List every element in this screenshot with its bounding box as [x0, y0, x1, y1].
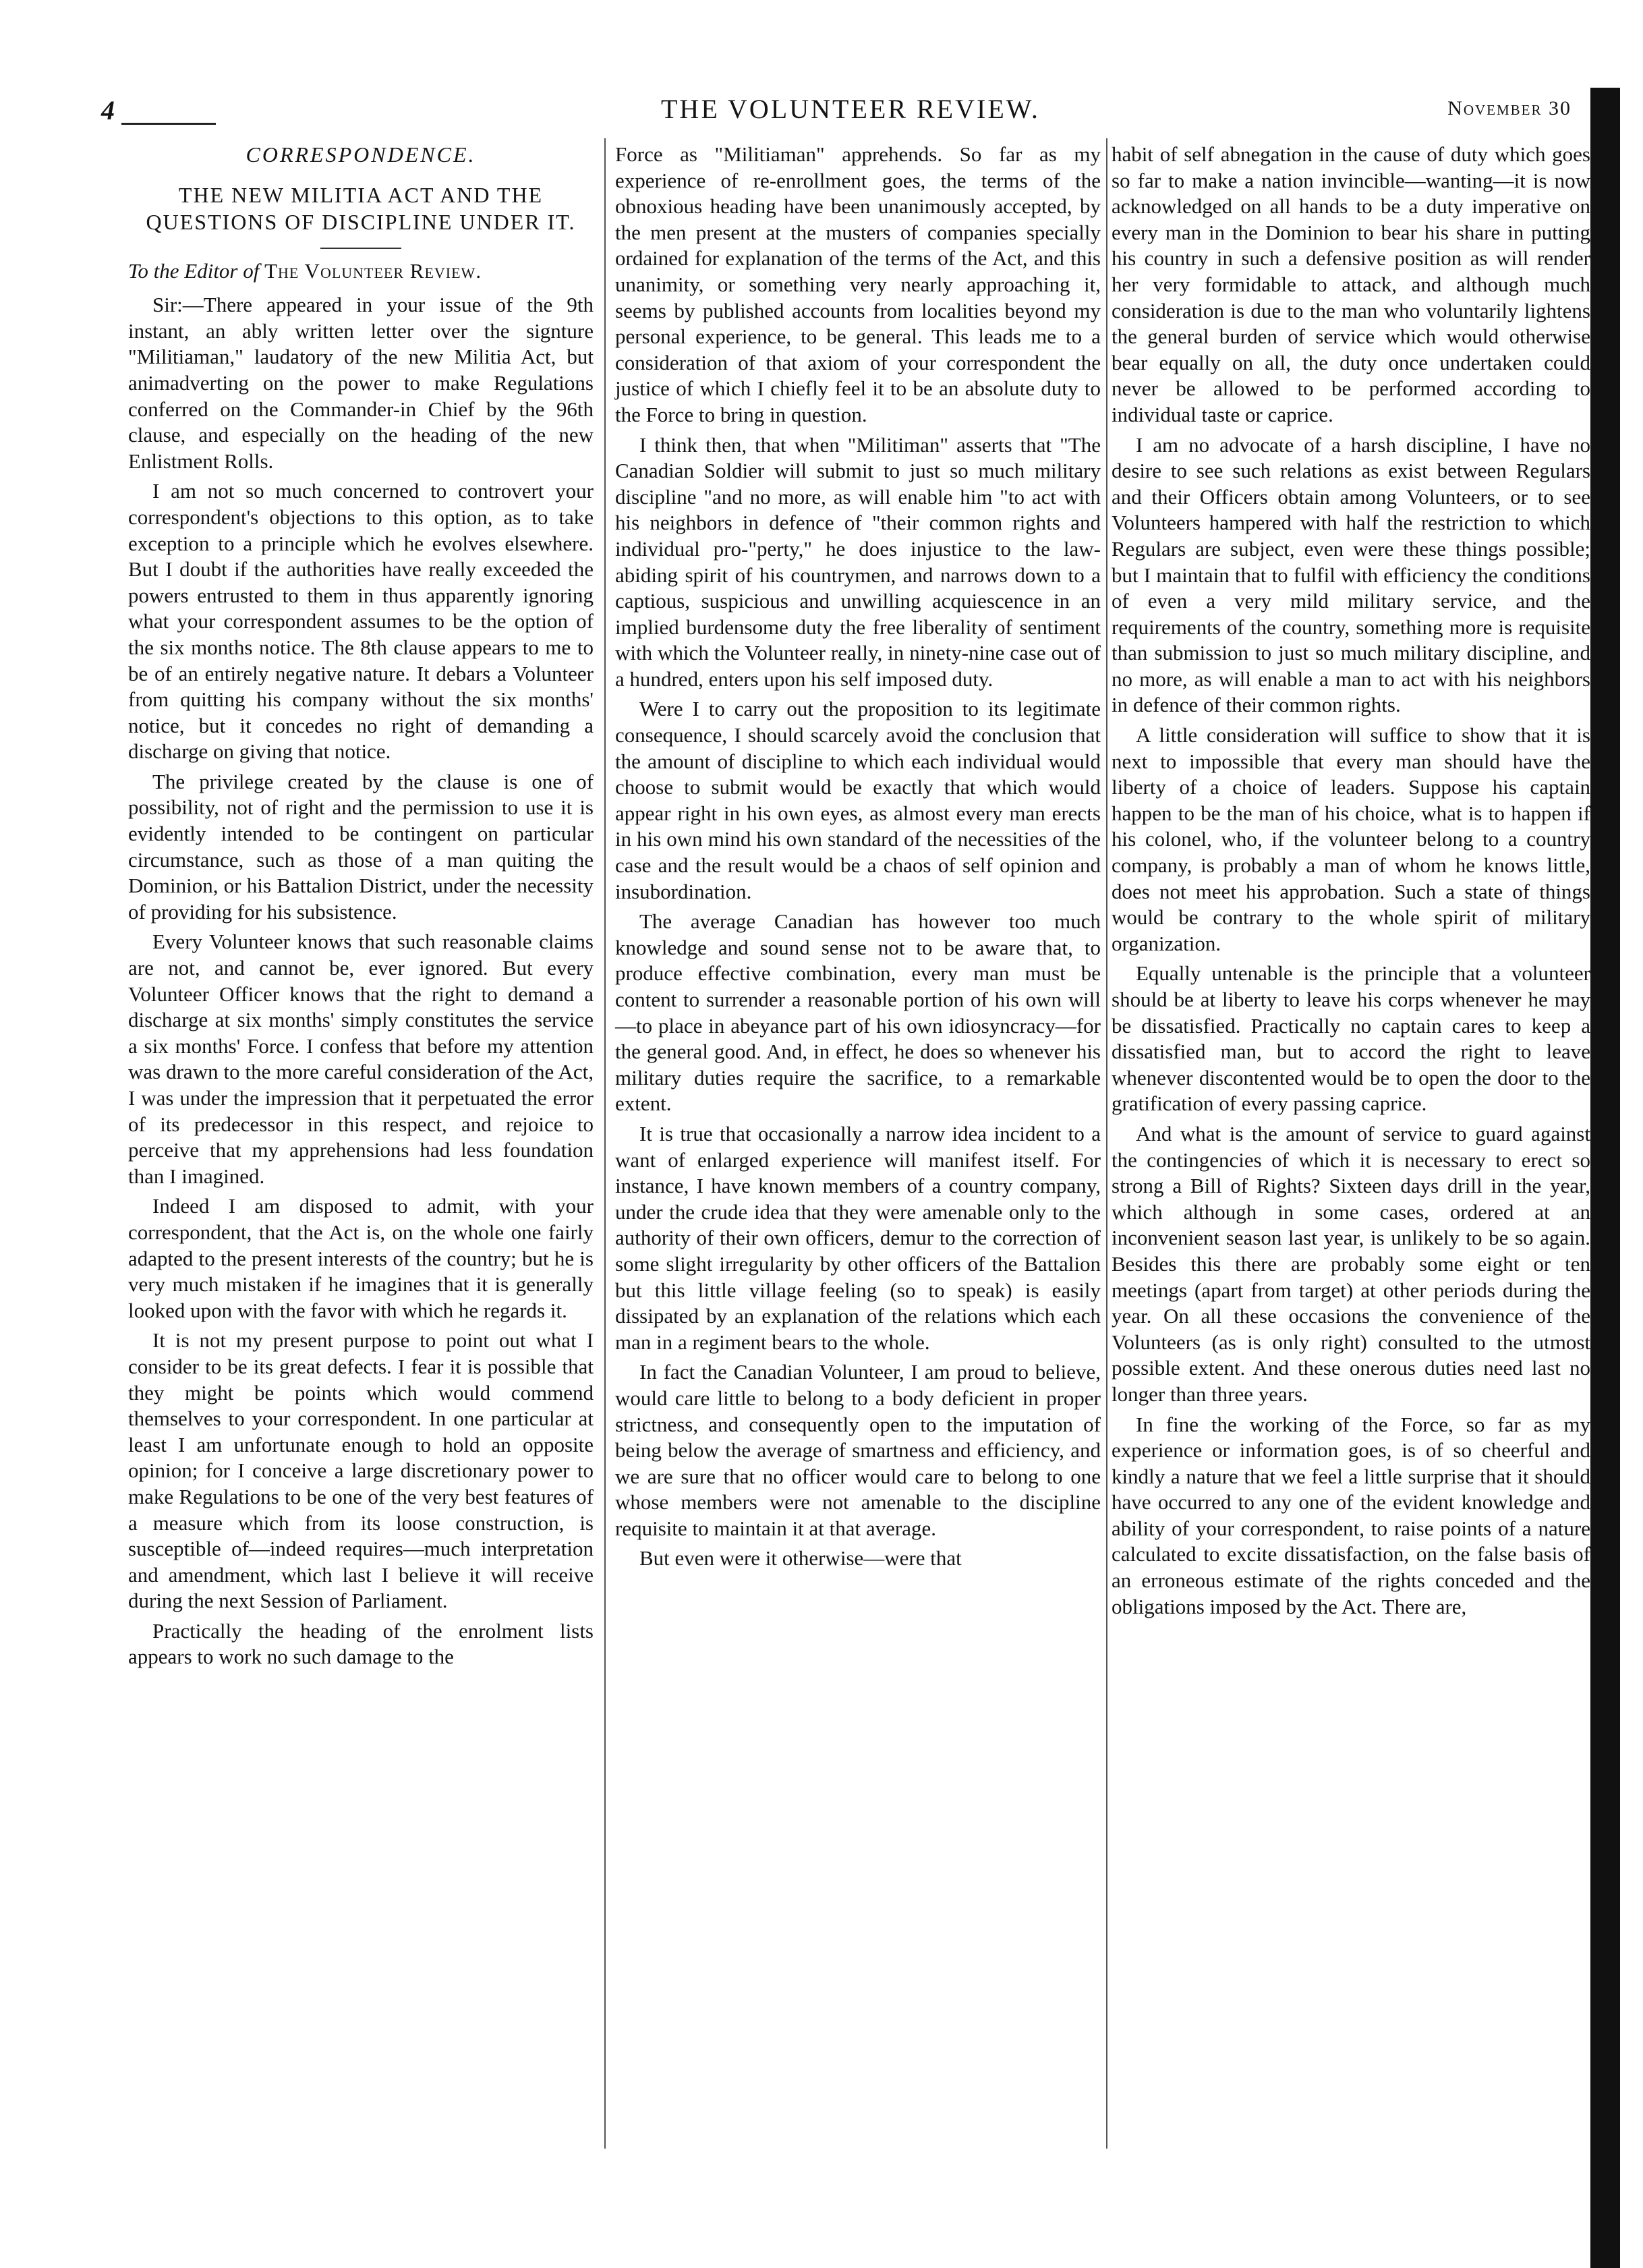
paragraph: Every Volunteer knows that such reasonable claims are not, and cannot be, ever ignored. But every Volunteer Officer knows that the right to demand a discharge at six months' simply constitutes the service a six months' Force. I confess that before my attention was drawn to the more careful consideration of the Act, I was under the impression that it perpetuated the error of its predecessor in this respect, and rejoice to perceive that my apprehensions had less foundation than I imagined. — [128, 930, 594, 1188]
paragraph: It is not my present purpose to point out what I consider to be its great defects. I fear it is possible that they might be points which would commend themselves to your correspondent. In one particular at least I am unfortunate enough to hold an opposite opinion; for I conceive a large discretionary power to make Regulations to be one of the very best features of a measure which from its loose construction, is susceptible of—indeed requires—much interpretation and amendment, which last I believe it will receive during the next Session of Parliament. — [128, 1328, 594, 1613]
page-number-rule — [121, 123, 216, 125]
publication-title: THE VOLUNTEER REVIEW. — [661, 94, 1040, 124]
salutation-line — [128, 258, 594, 285]
headline-rule — [320, 248, 401, 249]
paragraph: But even were it otherwise—were that — [639, 1546, 962, 1570]
paragraph: Sir:—There appeared in your issue of the 9th instant, an ably written letter over the signture "Militiaman," laudatory of the new Militia Act, but animadverting on the power to make Regulations conferred on the Commander-in Chief by the 96th clause, and especially on the heading of the new Enlistment Rolls. — [128, 293, 594, 473]
paragraph: And what is the amount of service to guard against the contingencies of which it is necessary to erect so strong a Bill of Rights? Sixteen days drill in the year, which although in some cases, ordered at an inconvenient season last year, is unlikely to be so again. Besides this there are probably some eight or ten meetings (apart from target) at other periods during the year. On all these occasions the convenience of the Volunteers (as is only right) consulted to the utmost possible extent. And these onerous duties need last no longer than three years. — [1112, 1121, 1590, 1406]
paragraph: Practically the heading of the enrolment lists appears to work no such damage to the — [128, 1618, 594, 1669]
issue-date: November 30 — [1447, 97, 1572, 119]
salutation-prefix: To the Editor of — [128, 258, 260, 283]
paragraph: habit of self abnegation in the cause of duty which goes so far to make a nation invincible—wanting—it is now acknowledged on all hands to be a duty imperative on every man in the Dominion to bear his share in putting his country in such a defensive position as will render her very formidable to attack, and although much consideration is due to the man who voluntarily lightens the general burden of service which would otherwise bear equally on all, the duty once undertaken could never be allowed to be performed according to individual taste or caprice. — [1112, 142, 1590, 426]
paragraph: In fine the working of the Force, so far as my experience or information goes, is of so cheerful and kindly a nature that we feel a little surprise that it should have occurred to any one of the evident knowledge and ability of your correspondent, to raise points of a nature calculated to excite dissatisfaction, on the false basis of an erroneous estimate of the rights conceded and the obligations imposed by the Act. There are, — [1112, 1412, 1590, 1618]
headline-line-2: QUESTIONS OF DISCIPLINE UNDER IT. — [146, 209, 576, 234]
paragraph: In fact the Canadian Volunteer, I am proud to believe, would care little to belong to a body deficient in proper strictness, and consequently open to the imputation of being below the average of smartness and efficiency, and we are sure that no officer would care to belong to one whose members were not amenable to the discipline requisite to maintain it at that average. — [615, 1360, 1101, 1540]
paragraph: Were I to carry out the proposition to its legitimate consequence, I should scarcely avoid the conclusion that the amount of discipline to which each individual would choose to submit would be exactly that which would appear right in his own eyes, as almost every man erects in his own mind his own standard of the necessities of the case and the result would be a chaos of self opinion and insubordination. — [615, 697, 1101, 903]
scan-edge-bar — [1590, 88, 1620, 2268]
column-2 — [615, 142, 1101, 1576]
column-rule-1 — [604, 138, 606, 2149]
running-head — [101, 93, 1578, 134]
paragraph: I am no advocate of a harsh discipline, I have no desire to see such relations as exist between Regulars and their Officers obtain among Volunteers, or to see Volunteers hampered with half the restriction to which Regulars are subject, even were these things possible; but I maintain that to fulfil with efficiency the conditions of even a very mild military service, and the requirements of the country, something more is requisite than submission to just so much military discipline, and no more, as will enable a man to act with his neighbors in defence of their common rights. — [1112, 432, 1590, 717]
paragraph: A little consideration will suffice to show that it is next to impossible that every man should have the liberty of a choice of leaders. Suppose his captain happen to be the man of his choice, what is to happen if his colonel, who, if the volunteer belong to a country company, is probably a man of whom he knows little, does not meet his approbation. Such a state of things would be contrary to the whole spirit of military organization. — [1112, 723, 1590, 955]
paragraph: Indeed I am disposed to admit, with your correspondent, that the Act is, on the whole one fairly adapted to the present interests of the country; but he is very much mistaken if he imagines that it is generally looked upon with the favor with which he regards it. — [128, 1194, 594, 1322]
paragraph: Force as "Militiaman" apprehends. So far as my experience of re-enrollment goes, the terms of the obnoxious heading have been unanimously accepted, by the men present at the musters of companies specially ordained for explanation of the terms of the Act, and this unanimity, or something very nearly approaching it, seems by published accounts from localities beyond my personal experience, to be general. This leads me to a consideration of that axiom of your correspondent the justice of which I chiefly feel it to be an absolute duty to the Force to bring in question. — [615, 142, 1101, 426]
column-1 — [128, 142, 594, 1674]
section-title: CORRESPONDENCE. — [246, 142, 476, 167]
column-3 — [1112, 142, 1590, 2186]
paragraph: I think then, that when "Militiman" asserts that "The Canadian Soldier will submit to just so much military discipline "and no more, as will enable him "to act with his neighbors in defence of "their common rights and individual pro-"perty," he does injustice to the law-abiding spirit of his countrymen, and narrows down to a captious, suspicious and unwilling acquiescence in an implied burdensome duty the free liberality of sentiment with which the Volunteer really, in ninety-nine case out of a hundred, enters upon his self imposed duty. — [615, 432, 1101, 691]
article-headline — [128, 181, 594, 235]
paragraph: It is true that occasionally a narrow idea incident to a want of enlarged experience will manifest itself. For instance, I have known members of a country company, under the crude idea that they were amenable only to the authority of their own officers, demur to the correction of some slight irregularity by other officers of the Battalion but this little village feeling (so to speak) is easily dissipated by an explanation of the relations which each man in a regiment bears to the whole. — [615, 1121, 1101, 1354]
paragraph: The privilege created by the clause is one of possibility, not of right and the permission to use it is evidently intended to be contingent on particular circumstance, such as those of a man quiting the Dominion, or his Battalion District, under the necessity of providing for his subsistence. — [128, 769, 594, 924]
page-number: 4 — [101, 95, 115, 125]
column-rule-2 — [1106, 138, 1107, 2149]
paragraph: Equally untenable is the principle that a volunteer should be at liberty to leave his corps whenever he may be dissatisfied. Practically no captain cares to keep a dissatisfied man, but to accord the right to leave whenever discontented would be to open the door to the gratification of every passing caprice. — [1112, 961, 1590, 1116]
salutation-paper: The Volunteer Review. — [264, 258, 482, 283]
headline-line-1: THE NEW MILITIA ACT AND THE — [178, 182, 544, 207]
paragraph: The average Canadian has however too much knowledge and sound sense not to be aware that, to produce effective combination, every man must be content to surrender a reasonable portion of his own will—to place in abeyance part of his own idiosyncracy—for the general good. And, in effect, he does so whenever his military duties require the sacrifice, to a remarkable extent. — [615, 909, 1101, 1116]
paragraph: I am not so much concerned to controvert your correspondent's objections to this option, as to take exception to a principle which he evolves elsewhere. But I doubt if the authorities have really exceeded the powers entrusted to them in thus apparently ignoring what your correspondent assumes to be the option of the six months notice. The 8th clause appears to me to be of an entirely negative nature. It debars a Volunteer from quitting his company without the six months' notice, but it concedes no right of demanding a discharge on giving that notice. — [128, 479, 594, 764]
